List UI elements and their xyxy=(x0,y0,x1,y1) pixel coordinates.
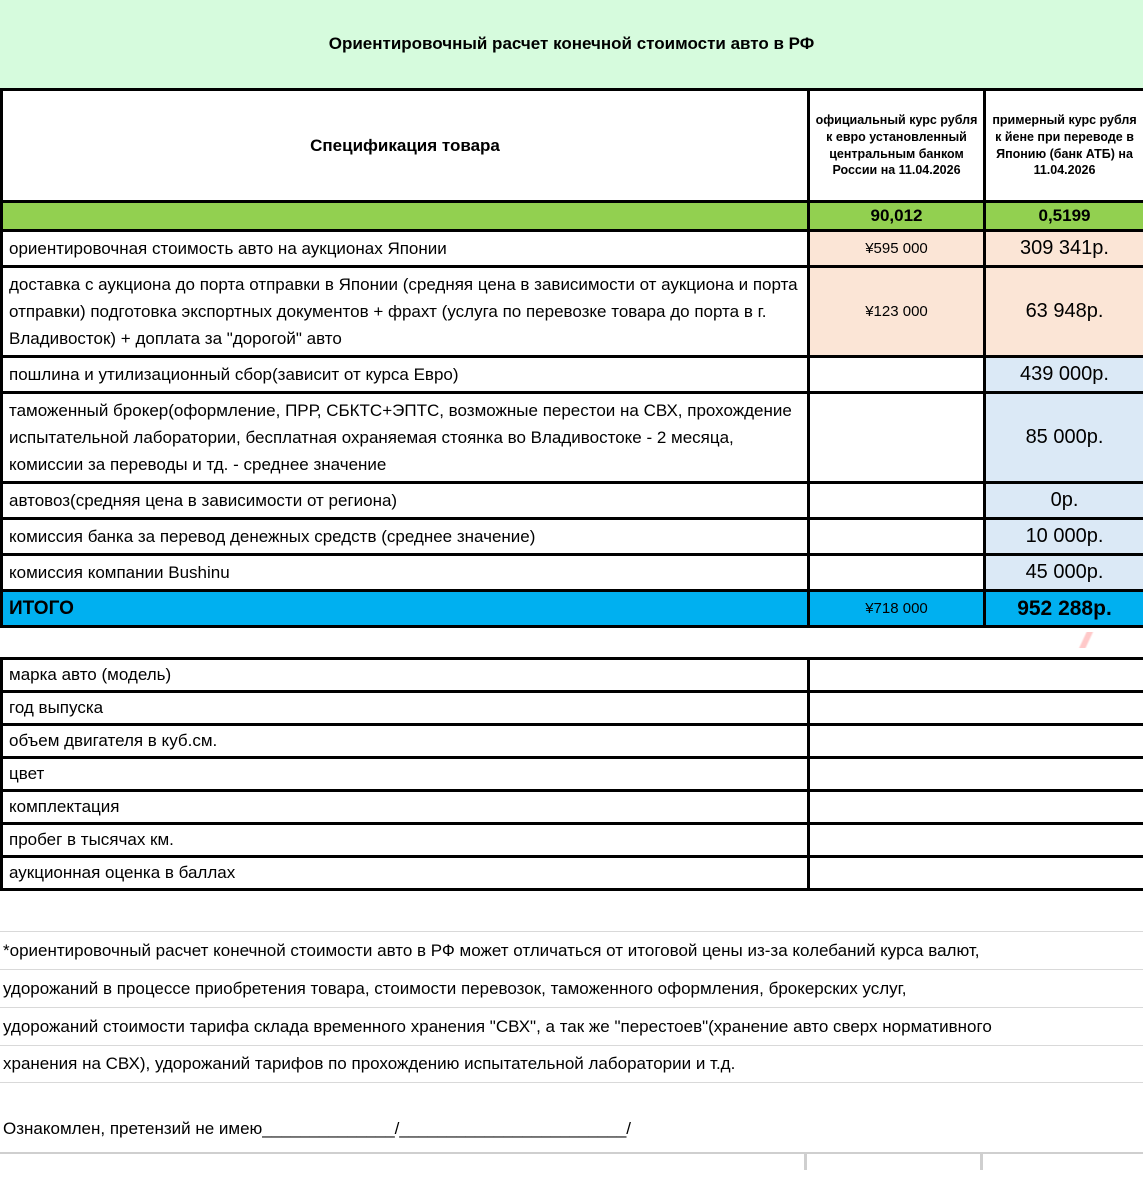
row-yen-value: ¥123 000 xyxy=(810,268,986,355)
eur-rate-value: 90,012 xyxy=(810,203,986,229)
signature-line: Ознакомлен, претензий не имею______________/________________________/ xyxy=(3,1119,632,1138)
eur-rate-header-cell: официальный курс рубля к евро установленный центральным банком России на 11.04.2026 xyxy=(810,91,986,200)
row-yen-value: ¥595 000 xyxy=(810,232,986,265)
jpy-rate-header-cell: примерный курс рубля к йене при переводе в Японию (банк АТБ) на 11.04.2026 xyxy=(992,112,1137,178)
table-row-customs-duty xyxy=(3,358,1143,394)
footnote-line: удорожаний стоимости тарифа склада временного хранения "СВХ", а так же "перестоев"(хранение авто сверх нормативного xyxy=(0,1007,1143,1045)
row-label: пошлина и утилизационный сбор(зависит от курса Евро) xyxy=(3,358,810,391)
total-label: ИТОГО xyxy=(3,592,810,625)
spec-label: марка авто (модель) xyxy=(3,660,810,690)
row-yen-value xyxy=(810,358,986,391)
total-rub-value: 952 288р. xyxy=(986,592,1143,625)
spec-value-cell[interactable] xyxy=(810,825,1143,855)
row-label: комиссия компании Bushinu xyxy=(3,556,810,589)
total-yen-value: ¥718 000 xyxy=(810,592,986,625)
footnote-line: хранения на СВХ), удорожаний тарифов по прохождению испытательной лаборатории и т.д. xyxy=(0,1045,1143,1083)
spec-label: аукционная оценка в баллах xyxy=(3,858,810,888)
row-rub-value: 85 000р. xyxy=(986,394,1143,481)
row-yen-value xyxy=(810,394,986,481)
row-label: комиссия банка за перевод денежных средств (среднее значение) xyxy=(3,520,810,553)
cost-table xyxy=(0,91,1143,628)
table-row-company-fee xyxy=(3,556,1143,592)
row-rub-value: 10 000р. xyxy=(986,520,1143,553)
spec-row-year xyxy=(3,693,1143,726)
spec-value-cell[interactable] xyxy=(810,726,1143,756)
table-row-delivery xyxy=(3,268,1143,358)
page-title: Ориентировочный расчет конечной стоимости авто в РФ xyxy=(328,34,815,53)
row-label: таможенный брокер(оформление, ПРР, СБКТС+ЭПТС, возможные перестои на СВХ, прохождение испытательной лаборатории, бесплатная охраняемая стоянка во Владивостоке - 2 месяца, комиссии за переводы и тд. - среднее значение xyxy=(3,394,810,481)
jpy-rate-value: 0,5199 xyxy=(986,203,1143,229)
spec-label: комплектация xyxy=(3,792,810,822)
row-rub-value: 63 948р. xyxy=(986,268,1143,355)
spec-row-auction-grade xyxy=(3,858,1143,891)
table-header-row xyxy=(3,91,1143,203)
row-rub-value: 0р. xyxy=(986,484,1143,517)
row-rub-value: 439 000р. xyxy=(986,358,1143,391)
total-row xyxy=(3,592,1143,628)
row-label: автовоз(средняя цена в зависимости от региона) xyxy=(3,484,810,517)
spec-row-make xyxy=(3,660,1143,693)
footnote-line: удорожаний в процессе приобретения товара, стоимости перевозок, таможенного оформления, брокерских услуг, xyxy=(0,969,1143,1007)
table-row-auction-price xyxy=(3,232,1143,268)
row-rub-value: 45 000р. xyxy=(986,556,1143,589)
spec-row-trim xyxy=(3,792,1143,825)
spec-header-cell: Спецификация товара xyxy=(3,91,810,200)
row-yen-value xyxy=(810,556,986,589)
rates-empty-cell xyxy=(3,203,810,229)
car-spec-table xyxy=(0,657,1143,891)
bottom-grid-row xyxy=(0,1152,1143,1168)
spec-row-engine-volume xyxy=(3,726,1143,759)
footnote-line: *ориентировочный расчет конечной стоимости авто в РФ может отличаться от итоговой цены из-за колебаний курса валют, xyxy=(0,931,1143,969)
table-row-customs-broker xyxy=(3,394,1143,484)
row-label: ориентировочная стоимость авто на аукционах Японии xyxy=(3,232,810,265)
exchange-rates-row xyxy=(3,203,1143,232)
spec-label: цвет xyxy=(3,759,810,789)
spec-value-cell[interactable] xyxy=(810,759,1143,789)
spec-label: пробег в тысячах км. xyxy=(3,825,810,855)
spec-row-mileage xyxy=(3,825,1143,858)
spec-label: объем двигателя в куб.см. xyxy=(3,726,810,756)
row-label: доставка с аукциона до порта отправки в Японии (средняя цена в зависимости от аукциона и порта отправки) подготовка экспортных документов + фрахт (услуга по перевозке товара до порта в г. Владивосток) + доплата за "дорогой" авто xyxy=(3,268,810,355)
row-yen-value xyxy=(810,484,986,517)
spec-value-cell[interactable] xyxy=(810,693,1143,723)
table-row-bank-fee xyxy=(3,520,1143,556)
spec-value-cell[interactable] xyxy=(810,858,1143,888)
title-banner xyxy=(0,0,1143,91)
row-yen-value xyxy=(810,520,986,553)
grid-divider xyxy=(980,1154,983,1170)
disclaimer-footnote xyxy=(0,931,1143,1083)
spec-value-cell[interactable] xyxy=(810,660,1143,690)
spec-value-cell[interactable] xyxy=(810,792,1143,822)
grid-divider xyxy=(804,1154,807,1170)
table-row-car-carrier xyxy=(3,484,1143,520)
spec-row-color xyxy=(3,759,1143,792)
spec-label: год выпуска xyxy=(3,693,810,723)
row-rub-value: 309 341р. xyxy=(986,232,1143,265)
red-scribble-mark xyxy=(1062,632,1108,648)
